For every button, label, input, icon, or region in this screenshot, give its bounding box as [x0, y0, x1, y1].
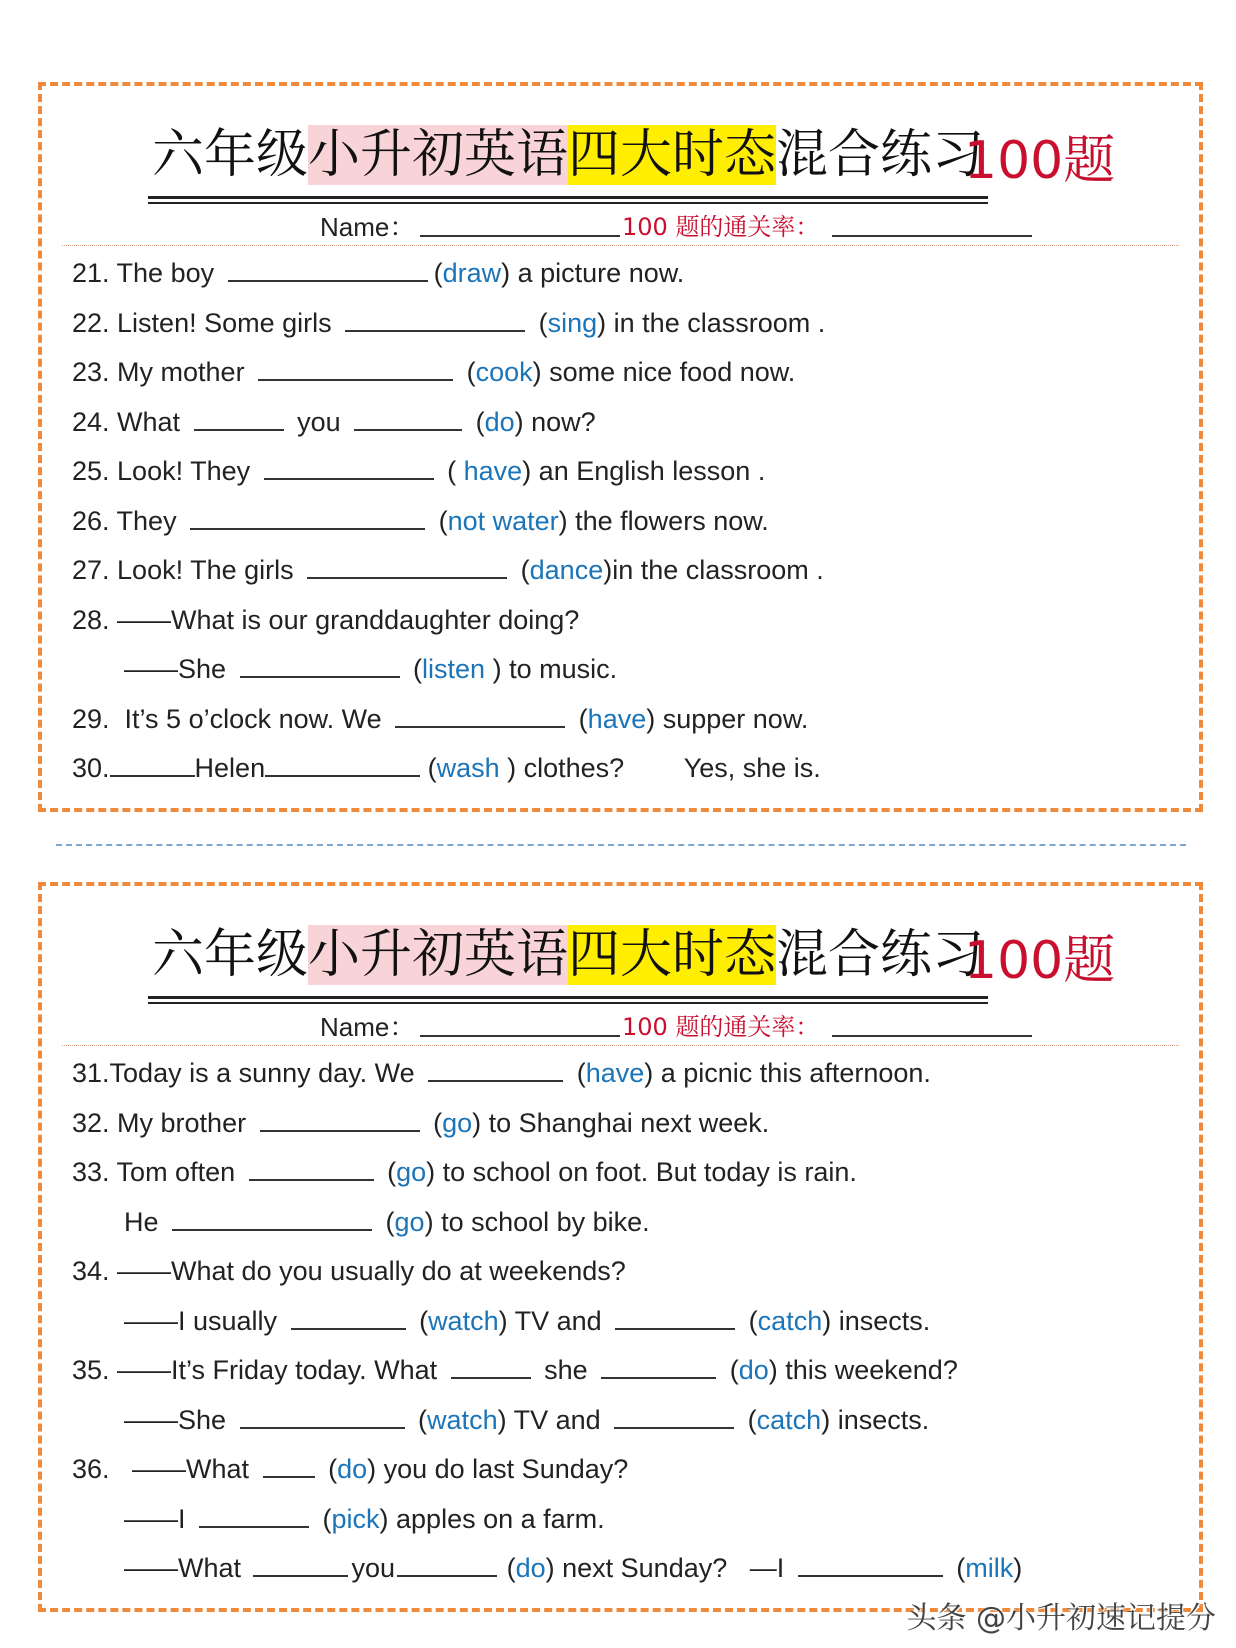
- question-text: ) to school on foot. But today is rain.: [426, 1157, 857, 1187]
- question-text: ) a picture now.: [501, 258, 685, 288]
- verb-hint: listen: [422, 654, 486, 684]
- answer-blank[interactable]: [395, 704, 565, 728]
- title-row: [42, 114, 1199, 204]
- question-text: (: [378, 1206, 395, 1237]
- question-text: ——She: [124, 654, 234, 684]
- answer-blank[interactable]: [260, 1108, 420, 1132]
- question-line: [72, 1345, 1179, 1395]
- question-text: (: [499, 1553, 516, 1583]
- question-text: ——I usually: [124, 1305, 285, 1336]
- question-line: [72, 248, 1179, 298]
- question-line: [72, 743, 1179, 793]
- question-text: (: [571, 703, 588, 734]
- question-text: ) TV and: [498, 1305, 610, 1336]
- name-blank[interactable]: [420, 235, 620, 237]
- question-text: (: [410, 1404, 428, 1435]
- verb-hint: cook: [475, 357, 533, 387]
- verb-hint: watch: [427, 1404, 498, 1435]
- name-row: [62, 1003, 1179, 1046]
- question-line: [72, 1395, 1179, 1445]
- question-text: ) insects.: [822, 1305, 931, 1336]
- answer-blank[interactable]: [307, 555, 507, 579]
- question-line: [72, 397, 1179, 447]
- question-text: ) you do last Sunday?: [367, 1454, 629, 1484]
- question-list: [72, 1048, 1179, 1593]
- question-text: she: [536, 1355, 596, 1385]
- question-text: ) some nice food now.: [532, 357, 796, 387]
- question-text: ) insects.: [821, 1404, 930, 1435]
- pass-rate-blank[interactable]: [832, 235, 1032, 237]
- question-line: [72, 1296, 1179, 1346]
- answer-blank[interactable]: [601, 1355, 716, 1379]
- question-line: [72, 1494, 1179, 1544]
- verb-hint: watch: [428, 1305, 499, 1336]
- verb-hint: catch: [756, 1404, 822, 1435]
- question-text: 22. Listen! Some girls: [72, 307, 340, 338]
- verb-hint: do: [515, 1553, 546, 1583]
- question-line: [72, 1444, 1179, 1494]
- question-text: you: [351, 1553, 396, 1583]
- question-text: ) in the classroom .: [597, 307, 826, 338]
- question-text: ) now?: [514, 406, 596, 437]
- question-text: 25. Look! They: [72, 456, 258, 486]
- question-text: He: [124, 1206, 167, 1237]
- answer-blank[interactable]: [110, 753, 195, 777]
- question-text: ) apples on a farm.: [379, 1503, 605, 1534]
- question-text: ) clothes? Yes, she is.: [499, 753, 821, 783]
- answer-blank[interactable]: [615, 1306, 735, 1330]
- answer-blank[interactable]: [265, 753, 420, 777]
- question-line: [72, 1543, 1179, 1593]
- question-line: [72, 694, 1179, 744]
- verb-hint: catch: [757, 1305, 823, 1336]
- verb-hint: go: [396, 1157, 427, 1187]
- question-text: 24. What: [72, 406, 188, 437]
- question-text: (: [569, 1058, 586, 1088]
- question-text: ) the flowers now.: [558, 505, 769, 536]
- question-text: (: [431, 505, 448, 536]
- question-text: 32. My brother: [72, 1107, 254, 1138]
- title-part-4: 混合练习: [776, 125, 985, 185]
- name-label: Name：: [320, 212, 416, 242]
- title-part-2: 小升初英语: [308, 125, 569, 185]
- answer-blank[interactable]: [798, 1553, 943, 1577]
- question-text: 36. ——What: [72, 1454, 257, 1484]
- worksheet-title: [148, 114, 988, 199]
- question-text: 30.: [72, 753, 110, 783]
- verb-hint: wash: [436, 753, 500, 783]
- question-text: ) an English lesson .: [522, 456, 766, 486]
- worksheet-section-1: [38, 82, 1203, 812]
- verb-hint: have: [587, 703, 647, 734]
- verb-hint: do: [738, 1355, 769, 1385]
- question-text: 21. The boy: [72, 258, 222, 288]
- verb-hint: draw: [442, 258, 502, 288]
- answer-blank[interactable]: [264, 456, 434, 480]
- question-text: ) supper now.: [646, 703, 809, 734]
- answer-blank[interactable]: [258, 357, 453, 381]
- question-text: you: [289, 406, 349, 437]
- question-text: ) TV and: [497, 1404, 609, 1435]
- title-part-3: 四大时态: [568, 125, 777, 185]
- question-text: (: [379, 1157, 397, 1187]
- question-text: ): [1013, 1553, 1023, 1583]
- question-list: [72, 248, 1179, 793]
- title-part-4: 混合练习: [776, 925, 985, 985]
- title-part-1: 六年级: [152, 925, 309, 985]
- question-text: 35. ——It’s Friday today. What: [72, 1355, 445, 1385]
- question-text: ——She: [124, 1404, 234, 1435]
- question-line: [72, 1098, 1179, 1148]
- answer-blank[interactable]: [199, 1504, 309, 1528]
- question-text: (: [468, 406, 485, 437]
- question-text: ) to Shanghai next week.: [472, 1107, 770, 1138]
- pass-rate-blank[interactable]: [832, 1035, 1032, 1037]
- name-row: [62, 203, 1179, 246]
- question-text: (: [741, 1305, 758, 1336]
- question-text: (: [740, 1404, 757, 1435]
- question-text: 34. ——What do you usually do at weekends?: [72, 1256, 626, 1286]
- question-text: 33. Tom often: [72, 1157, 243, 1187]
- question-text: 26. They: [72, 505, 185, 536]
- question-line: [72, 644, 1179, 694]
- answer-blank[interactable]: [194, 407, 284, 431]
- question-line: [72, 1197, 1179, 1247]
- question-text: (: [433, 258, 443, 288]
- question-text: (: [722, 1355, 739, 1385]
- verb-hint: milk: [965, 1553, 1014, 1583]
- answer-blank[interactable]: [291, 1306, 406, 1330]
- title-part-3: 四大时态: [568, 925, 777, 985]
- name-label: Name：: [320, 1012, 416, 1042]
- verb-hint: have: [463, 456, 523, 486]
- worksheet-title: [148, 914, 988, 999]
- answer-blank[interactable]: [253, 1553, 348, 1577]
- verb-hint: pick: [331, 1503, 380, 1534]
- verb-hint: have: [585, 1058, 645, 1088]
- question-text: 27. Look! The girls: [72, 555, 302, 585]
- verb-hint: dance: [529, 555, 604, 585]
- answer-blank[interactable]: [451, 1355, 531, 1379]
- verb-hint: do: [484, 406, 515, 437]
- answer-blank[interactable]: [190, 506, 425, 530]
- section-divider: [56, 844, 1186, 846]
- verb-hint: go: [442, 1107, 473, 1138]
- answer-blank[interactable]: [240, 1405, 405, 1429]
- question-text: (: [459, 357, 476, 387]
- question-text: )in the classroom .: [603, 555, 824, 585]
- verb-hint: do: [337, 1454, 368, 1484]
- question-line: [72, 545, 1179, 595]
- question-line: [72, 298, 1179, 348]
- verb-hint: sing: [547, 307, 598, 338]
- answer-blank[interactable]: [263, 1454, 315, 1478]
- answer-blank[interactable]: [354, 407, 462, 431]
- answer-blank[interactable]: [345, 308, 525, 332]
- question-text: ) a picnic this afternoon.: [644, 1058, 931, 1088]
- answer-blank[interactable]: [172, 1207, 372, 1231]
- question-text: ——I: [124, 1503, 194, 1534]
- title-count: 100题: [964, 931, 1116, 991]
- answer-blank[interactable]: [397, 1553, 497, 1577]
- question-text: ) to music.: [485, 654, 618, 684]
- title-count: 100题: [964, 131, 1116, 191]
- title-row: [42, 914, 1199, 1004]
- question-text: ) this weekend?: [768, 1355, 958, 1385]
- question-line: [72, 1246, 1179, 1296]
- question-text: ——What: [124, 1553, 249, 1583]
- question-line: [72, 1147, 1179, 1197]
- question-text: (: [948, 1553, 966, 1583]
- question-text: (: [411, 1305, 429, 1336]
- question-text: 23. My mother: [72, 357, 253, 387]
- question-line: [72, 446, 1179, 496]
- question-text: 28. ——What is our granddaughter doing?: [72, 604, 580, 635]
- verb-hint: not water: [447, 505, 559, 536]
- question-text: ) to school by bike.: [424, 1206, 650, 1237]
- question-text: (: [425, 1107, 443, 1138]
- question-line: [72, 496, 1179, 546]
- question-text: (: [320, 1454, 338, 1484]
- question-text: (: [405, 654, 423, 684]
- question-text: (: [315, 1503, 332, 1534]
- question-text: (: [513, 555, 530, 585]
- question-text: ) next Sunday? —I: [545, 1553, 792, 1583]
- question-text: Helen: [194, 753, 266, 783]
- verb-hint: go: [394, 1206, 425, 1237]
- answer-blank[interactable]: [428, 1058, 563, 1082]
- pass-rate-label: 100 题的通关率：: [622, 213, 820, 241]
- answer-blank[interactable]: [240, 654, 400, 678]
- answer-blank[interactable]: [228, 258, 428, 282]
- question-text: (: [420, 753, 437, 783]
- answer-blank[interactable]: [249, 1157, 374, 1181]
- worksheet-section-2: [38, 882, 1203, 1612]
- watermark: 头条 @小升初速记提分: [906, 1601, 1216, 1636]
- name-blank[interactable]: [420, 1035, 620, 1037]
- question-text: 29. It’s 5 o’clock now. We: [72, 703, 390, 734]
- question-line: [72, 347, 1179, 397]
- question-line: [72, 595, 1179, 645]
- pass-rate-label: 100 题的通关率：: [622, 1013, 820, 1041]
- answer-blank[interactable]: [614, 1405, 734, 1429]
- question-text: 31.Today is a sunny day. We: [72, 1058, 423, 1088]
- question-text: (: [439, 456, 464, 486]
- title-part-1: 六年级: [152, 125, 309, 185]
- question-line: [72, 1048, 1179, 1098]
- question-text: (: [531, 307, 548, 338]
- title-part-2: 小升初英语: [308, 925, 569, 985]
